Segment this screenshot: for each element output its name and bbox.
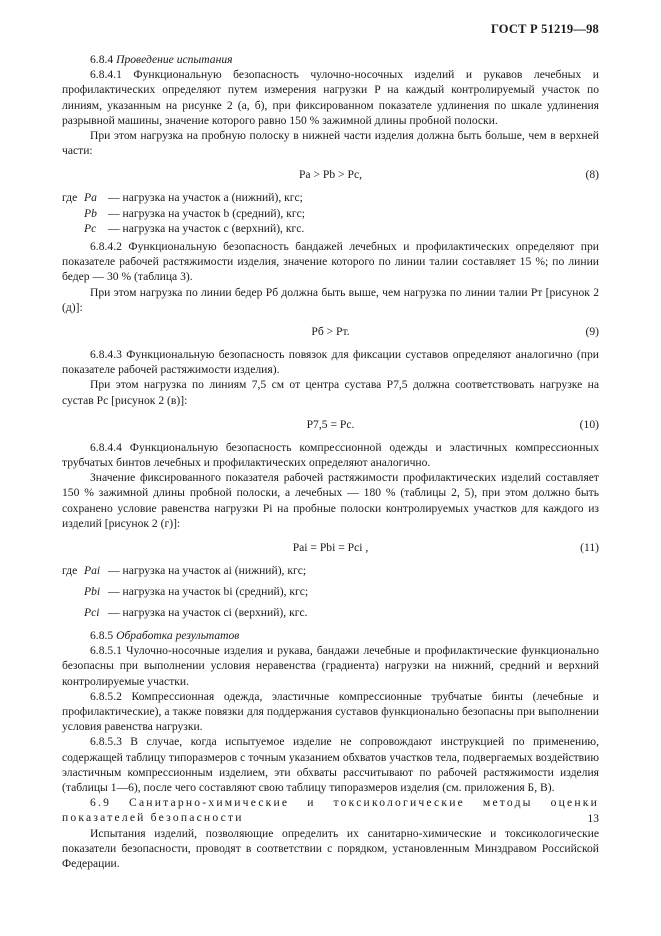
formula-9 xyxy=(62,319,599,345)
paragraph-joint-load: При этом нагрузка по линиям 7,5 см от центра сустава P7,5 должна соответствовать нагрузке на сустав Pс [рисунок 2 (в)]: xyxy=(62,378,599,407)
formula-11 xyxy=(62,535,599,561)
formula-10-expression: P7,5 = Pс. xyxy=(306,417,355,431)
section-heading-6-8-4: 6.8.4 Проведение испытания xyxy=(90,53,233,66)
formula-9-number: (9) xyxy=(585,324,599,338)
standard-header: ГОСТ Р 51219—98 xyxy=(490,22,599,36)
section-heading-6-9: 6.9 Санитарно-химические и токсикологические методы оценки показателей безопасности xyxy=(62,796,599,825)
paragraph-load-condition: При этом нагрузка на пробную полоску в нижней части изделия должна быть больше, чем в верхней части: xyxy=(62,129,599,158)
formula-10 xyxy=(62,412,599,438)
document-body xyxy=(62,52,599,871)
definition-row: где Pai — нагрузка на участок ai (нижний), кгс; xyxy=(62,563,307,577)
page-number: 13 xyxy=(587,813,599,825)
formula-11-expression: Pai = Pbi = Pci , xyxy=(292,540,369,554)
section-heading-6-8-5: 6.8.5 Обработка результатов xyxy=(90,628,240,642)
paragraph-6-8-4-3: 6.8.4.3 Функциональную безопасность повязок для фиксации суставов определяют аналогично (при показателе рабочей растяжимости изделия). xyxy=(62,347,599,377)
definition-row: где Pa — нагрузка на участок a (нижний), кгс; xyxy=(62,191,303,205)
definitions-list-2 xyxy=(62,563,599,626)
definitions-list-1 xyxy=(62,190,599,237)
definition-row: Pbi — нагрузка на участок bi (средний), кгс; xyxy=(84,584,309,598)
paragraph-6-8-4-2: 6.8.4.2 Функциональную безопасность бандажей лечебных и профилактических определяют при показателе рабочей растяжимости изделия, значение которого по линии талии составляет 15 %; по линии бедер — 30 % (таблица 3). xyxy=(62,239,599,284)
paragraph-6-8-5-2: 6.8.5.2 Компрессионная одежда, эластичные компрессионные трубчатые бинты (лечебные и профилактические), а также повязки для поддержания суставов функционально безопасны при выполнении условия равенства нагрузки. xyxy=(62,689,599,734)
paragraph-6-8-4-1: 6.8.4.1 Функциональную безопасность чулочно-носочных изделий и рукавов лечебных и профилактических определяют путем измерения нагрузки P на каждый контролируемый участок по линиям, указанным на рисунке 2 (а, б), при фиксированном показателе удлинения по шкале удлинения разрывной машины, значение которого равно 150 % зажимной длины пробной полоски. xyxy=(62,68,599,127)
paragraph-fixed-extension: Значение фиксированного показателя рабочей растяжимости профилактических изделий составляет 150 % зажимной длины пробной полоски, а лечебных — 180 % (таблицы 2, 5), при этом должно быть сохранено условие равенства нагрузки Pi на пробные полоски контролируемых участков для каждого из изделий [рисунок 2 (г)]: xyxy=(62,471,599,530)
formula-11-number: (11) xyxy=(580,540,599,554)
formula-8 xyxy=(62,162,599,188)
definition-row: Pb — нагрузка на участок b (средний), кгс; xyxy=(84,206,305,220)
formula-8-number: (8) xyxy=(585,168,599,182)
definition-row: Pci — нагрузка на участок ci (верхний), кгс. xyxy=(84,605,308,619)
formula-10-number: (10) xyxy=(579,417,599,431)
formula-9-expression: Pб > Pт. xyxy=(311,324,350,338)
definition-row: Pc — нагрузка на участок c (верхний), кгс. xyxy=(84,222,305,236)
formula-8-expression: Pa > Pb > Pc, xyxy=(298,168,362,182)
paragraph-hip-waist-load: При этом нагрузка по линии бедер Pб должна быть выше, чем нагрузка по линии талии Pт [рисунок 2 (д)]: xyxy=(62,285,599,314)
paragraph-6-8-4-4: 6.8.4.4 Функциональную безопасность компрессионной одежды и эластичных компрессионных трубчатых бинтов лечебных и профилактических определяют аналогично. xyxy=(62,440,599,469)
paragraph-6-9: Испытания изделий, позволяющие определить их санитарно-химические и токсикологические показатели безопасности, проводят в соответствии с порядком, установленным Минздравом Российской Федерации. xyxy=(62,826,599,871)
paragraph-6-8-5-3: 6.8.5.3 В случае, когда испытуемое изделие не сопровождают инструкцией по применению, содержащей таблицу типоразмеров с точным указанием обхватов участков тела, подвергаемых воздействию эластичным компрессионным изделием, эти обхваты рассчитывают по рабочей растяжимости изделия (таблицы 1—6), после чего составляют свою таблицу типоразмеров изделия (см. приложения Б, В). xyxy=(62,735,599,794)
paragraph-6-8-5-1: 6.8.5.1 Чулочно-носочные изделия и рукава, бандажи лечебные и профилактические функционально безопасны при выполнении условия неравенства (градиента) нагрузки на нижний, средний и верхний контролируемые участки. xyxy=(62,644,599,688)
